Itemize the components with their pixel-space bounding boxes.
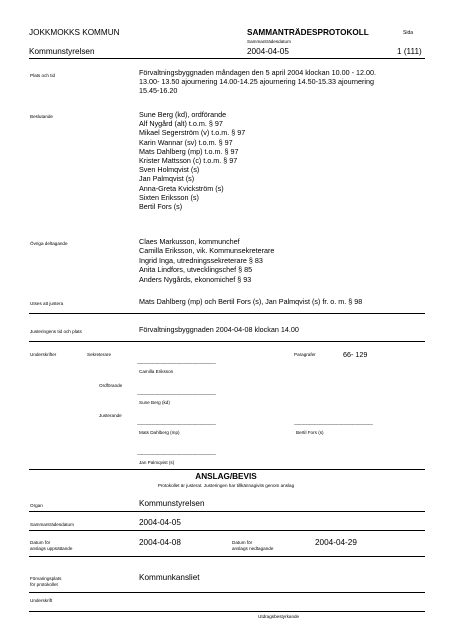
chair-label: Ordförande — [99, 383, 123, 388]
posted-date: 2004-04-08 — [139, 538, 181, 547]
list-item: Jan Palmqvist (s) — [139, 174, 195, 184]
checkers-label: Utses att justera — [30, 301, 64, 306]
chair-name: Sune Berg (kd) — [139, 400, 170, 405]
extract-label: Utdragsbestyrkande — [258, 614, 300, 619]
divider — [29, 592, 425, 593]
signature-line: ---------------------------------------------------------------- — [137, 392, 216, 397]
removed-date: 2004-04-29 — [315, 538, 357, 547]
signature-line: ---------------------------------------------------------------- — [137, 452, 216, 457]
signature-line: ---------------------------------------------------------------- — [137, 422, 216, 427]
meeting-date: 2004-04-05 — [247, 47, 289, 56]
checker3-name: Jan Palmqvist (s) — [139, 460, 175, 465]
removed-label-1: Datum för — [232, 540, 253, 545]
checker-label: Justerande — [99, 413, 122, 418]
list-item: Alf Nygård (alt) t.o.m. § 97 — [139, 119, 223, 129]
decision-makers-list — [139, 110, 245, 211]
notice-title: ANSLAG/BEVIS — [195, 472, 257, 481]
secretary-label: Sekreterare — [87, 352, 112, 357]
document-type: SAMMANTRÄDESPROTOKOLL — [247, 28, 369, 37]
storage-label-2: för protokollet — [30, 582, 58, 587]
list-item: Anders Nygårds, ekonomichef § 93 — [139, 274, 252, 284]
header-divider — [29, 58, 425, 59]
list-item: Anita Lindfors, utvecklingschef § 85 — [139, 265, 253, 275]
page-label: Sida — [403, 30, 414, 36]
list-item: Mats Dahlberg (mp) t.o.m. § 97 — [139, 146, 239, 156]
checkers-text: Mats Dahlberg (mp) och Bertil Fors (s), Jan Palmqvist (s) fr. o. m. § 98 — [139, 297, 363, 306]
list-item: Camilla Eriksson, vik. Kommunsekreterare — [139, 246, 275, 256]
list-item: Mikael Segerström (v) t.o.m. § 97 — [139, 128, 246, 138]
signature-line: ---------------------------------------------------------------- — [137, 361, 216, 366]
list-item: Bertil Fors (s) — [139, 202, 183, 212]
decision-makers-label: Beslutande — [30, 114, 53, 119]
list-item: Claes Markusson, kommunchef — [139, 237, 240, 246]
storage-label-1: Förvaringsplats — [30, 576, 62, 581]
divider — [29, 530, 425, 531]
divider — [29, 556, 425, 557]
organ-value: Kommunstyrelsen — [139, 499, 205, 508]
committee-name: Kommunstyrelsen — [29, 47, 95, 56]
list-item: Sixten Eriksson (s) — [139, 192, 199, 202]
place-time-label: Plats och tid — [30, 73, 56, 78]
others-list — [139, 237, 274, 284]
organ-label: Organ — [30, 503, 43, 508]
divider — [29, 469, 425, 470]
list-item: Krister Mattsson (c) t.o.m. § 97 — [139, 156, 238, 166]
signature-line: ---------------------------------------------------------------- — [294, 422, 373, 427]
divider — [29, 341, 425, 342]
page-number: 1 (111) — [397, 47, 422, 56]
list-item: Sune Berg (kd), ordförande — [139, 110, 227, 119]
verification-label: Justeringens tid och plats — [30, 329, 82, 334]
list-item: Ingrid Inga, utredningssekreterare § 83 — [139, 255, 263, 265]
place-time-line: 15.45-16.20 — [139, 85, 178, 95]
signature-label: Underskrift — [30, 598, 53, 603]
date-label: Sammanträdesdatum — [247, 39, 291, 44]
place-time-text — [139, 69, 376, 95]
divider — [29, 511, 425, 512]
checker1-name: Mats Dahlberg (mp) — [139, 430, 180, 435]
others-label: Övriga deltagande — [30, 241, 68, 246]
checker2-name: Bertil Fors (s) — [296, 430, 324, 435]
municipality-name: JOKKMOKKS KOMMUN — [29, 28, 120, 37]
place-time-line: 13.00- 13.50 ajournering 14.00-14.25 ajournering 14.50-15.33 ajournering — [139, 76, 374, 86]
list-item: Karin Wannar (sv) t.o.m. § 97 — [139, 137, 233, 147]
posted-label-1: Datum för — [30, 540, 51, 545]
list-item: Anna-Greta Kvickström (s) — [139, 183, 224, 193]
divider — [29, 611, 425, 612]
divider — [29, 313, 425, 314]
removed-label-2: anslags nedtagande — [232, 546, 274, 551]
posted-label-2: anslags uppsättande — [30, 546, 73, 551]
storage-value: Kommunkansliet — [139, 573, 200, 582]
paragraphs-label: Paragrafer — [294, 352, 316, 357]
list-item: Sven Holmqvist (s) — [139, 165, 200, 175]
meeting-date-value: 2004-04-05 — [139, 518, 181, 527]
secretary-name: Camilla Eriksson — [139, 369, 174, 374]
paragraphs-range: 66- 129 — [343, 350, 368, 359]
meeting-date-label: Sammanträdesdatum — [30, 522, 74, 527]
place-time-line: Förvaltningsbyggnaden måndagen den 5 april 2004 klockan 10.00 - 12.00. — [139, 68, 376, 77]
signatures-label: Underskrifter — [30, 352, 57, 357]
notice-subtitle: Protokollet är justerat. Justeringen har tillkännagivits genom anslag — [157, 483, 295, 488]
verification-text: Förvaltningsbyggnaden 2004-04-08 klockan 14.00 — [139, 325, 299, 334]
